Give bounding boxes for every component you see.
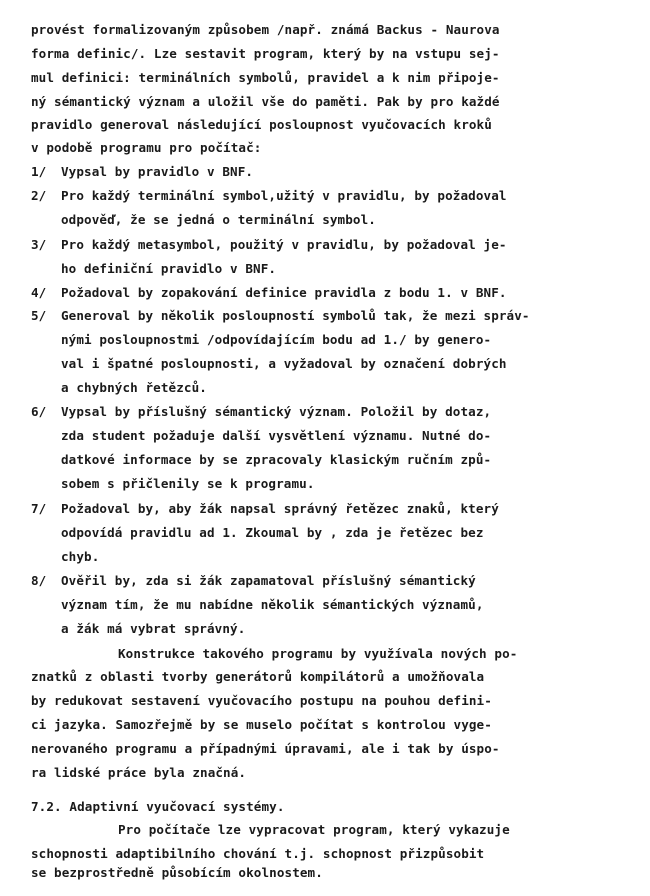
list-item-number: 2/ (31, 188, 47, 203)
list-item-text: ho definiční pravidlo v BNF. (61, 261, 277, 276)
list-item-text: Požadoval by, aby žák napsal správný řetězec znaků, který (61, 501, 499, 516)
list-item-number: 3/ (31, 237, 47, 252)
text-line: Konstrukce takového programu by využívala nových po- (118, 646, 518, 661)
section-heading: 7.2. Adaptivní vyučovací systémy. (31, 799, 285, 814)
text-line: forma definic/. Lze sestavit program, který by na vstupu sej- (31, 46, 500, 61)
list-item-text: odpovídá pravidlu ad 1. Zkoumal by , zda je řetězec bez (61, 525, 484, 540)
list-item-number: 5/ (31, 308, 47, 323)
text-line: znatků z oblasti tvorby generátorů kompilátorů a umožňovala (31, 669, 485, 684)
text-line: by redukovat sestavení vyučovacího postupu na pouhou defini- (31, 693, 492, 708)
text-line: mul definici: terminálních symbolů, pravidel a k nim připoje- (31, 70, 500, 85)
list-item-number: 7/ (31, 501, 47, 516)
list-item-text: a žák má vybrat správný. (61, 621, 246, 636)
list-item-number: 1/ (31, 164, 47, 179)
text-line: ra lidské práce byla značná. (31, 765, 247, 780)
list-item-number: 6/ (31, 404, 47, 419)
text-line: ci jazyka. Samozřejmě by se muselo počítat s kontrolou vyge- (31, 717, 492, 732)
list-item-text: význam tím, že mu nabídne několik sémantických významů, (61, 597, 484, 612)
list-item-text: Požadoval by zopakování definice pravidla z bodu 1. v BNF. (61, 285, 507, 300)
text-line: Pro počítače lze vypracovat program, který vykazuje (118, 822, 510, 837)
list-item-text: Pro každý metasymbol, použitý v pravidlu, by požadoval je- (61, 237, 507, 252)
list-item-text: zda student požaduje další vysvětlení významu. Nutné do- (61, 428, 492, 443)
list-item-text: odpověď, že se jedná o terminální symbol. (61, 212, 376, 227)
text-line: se bezprostředně působícím okolnostem. (31, 865, 323, 880)
list-item-number: 4/ (31, 285, 47, 300)
list-item-text: Generoval by několik posloupností symbolů tak, že mezi správ- (61, 308, 530, 323)
list-item-number: 8/ (31, 573, 47, 588)
list-item-text: chyb. (61, 549, 100, 564)
text-line: provést formalizovaným způsobem /např. známá Backus - Naurova (31, 22, 500, 37)
list-item-text: nými posloupnostmi /odpovídajícím bodu ad 1./ by genero- (61, 332, 492, 347)
text-line: schopnosti adaptibilního chování t.j. schopnost přizpůsobit (31, 846, 485, 861)
list-item-text: sobem s přičlenily se k programu. (61, 476, 315, 491)
list-item-text: datkové informace by se zpracovaly klasickým ručním způ- (61, 452, 492, 467)
list-item-text: a chybných řetězců. (61, 380, 207, 395)
list-item-text: Pro každý terminální symbol,užitý v pravidlu, by požadoval (61, 188, 507, 203)
list-item-text: Vypsal by příslušný sémantický význam. Položil by dotaz, (61, 404, 492, 419)
text-line: v podobě programu pro počítač: (31, 140, 262, 155)
list-item-text: Vypsal by pravidlo v BNF. (61, 164, 254, 179)
list-item-text: val i špatné posloupnosti, a vyžadoval by označení dobrých (61, 356, 507, 371)
text-line: pravidlo generoval následující posloupnost vyučovacích kroků (31, 117, 492, 132)
list-item-text: Ověřil by, zda si žák zapamatoval příslušný sémantický (61, 573, 476, 588)
text-line: nerovaného programu a případnými úpravami, ale i tak by úspo- (31, 741, 500, 756)
text-line: ný sémantický význam a uložil vše do paměti. Pak by pro každé (31, 94, 500, 109)
